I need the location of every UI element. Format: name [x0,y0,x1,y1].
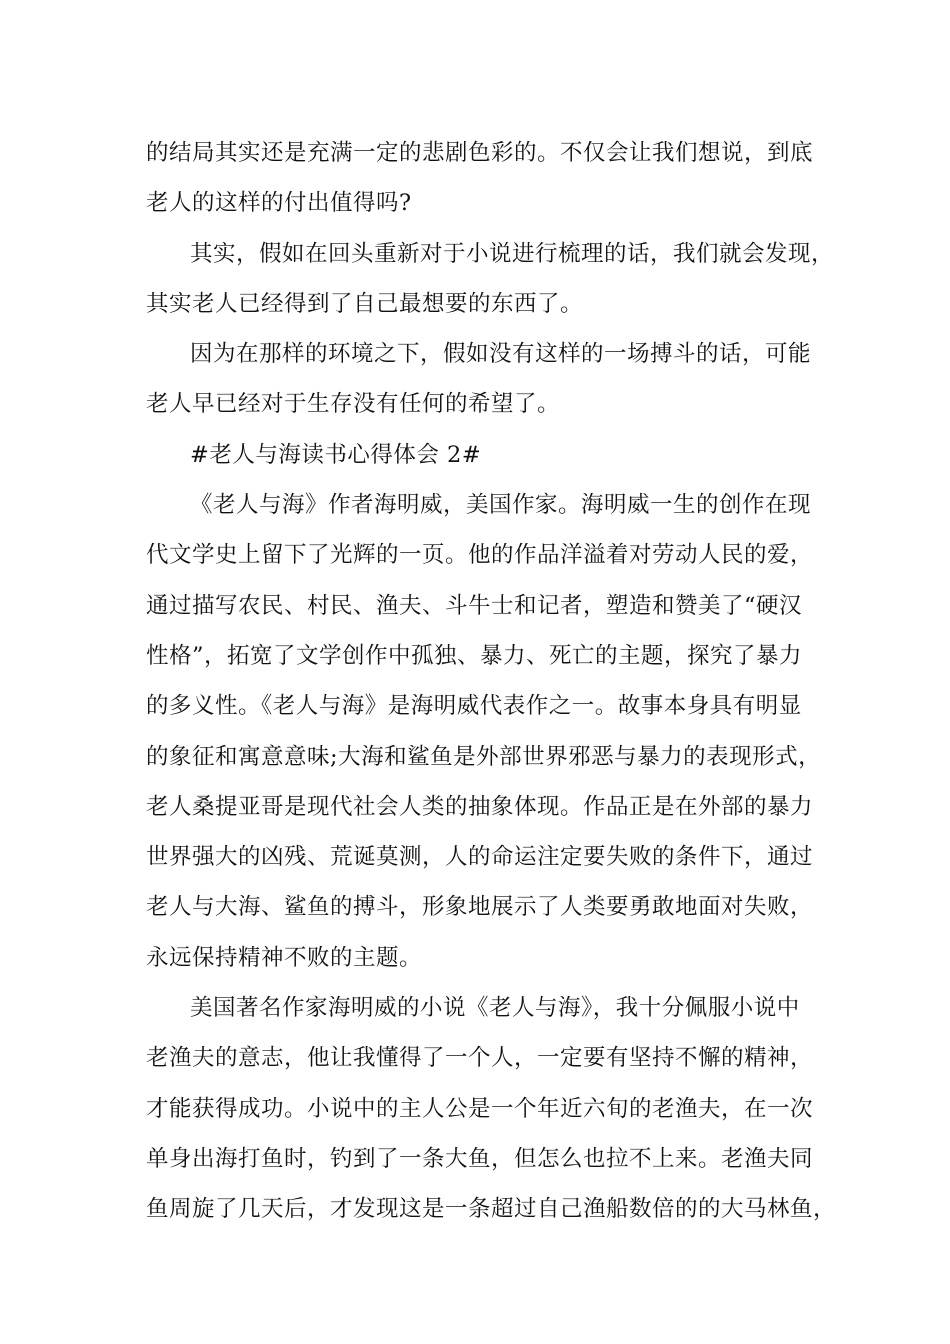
text-line: 鱼周旋了几天后，才发现这是一条超过自己渔船数倍的的大马林鱼， [146,1196,837,1223]
text-line: 其实老人已经得到了自己最想要的东西了。 [146,290,584,317]
text-line: 老人桑提亚哥是现代社会人类的抽象体现。作品正是在外部的暴力 [146,793,814,820]
text-line: 代文学史上留下了光辉的一页。他的作品洋溢着对劳动人民的爱， [146,542,814,569]
document-body [146,128,836,1235]
text-line: 老人与大海、鲨鱼的搏斗，形象地展示了人类要勇敢地面对失败， [146,894,814,921]
text-line: 才能获得成功。小说中的主人公是一个年近六旬的老渔夫，在一次 [146,1095,814,1122]
text-line: 世界强大的凶残、荒诞莫测，人的命运注定要失败的条件下，通过 [146,844,814,871]
text-line: 老渔夫的意志，他让我懂得了一个人，一定要有坚持不懈的精神， [146,1045,814,1072]
text-line: 美国著名作家海明威的小说《老人与海》，我十分佩服小说中 [190,995,800,1022]
text-line: 永远保持精神不败的主题。 [146,944,423,971]
text-line: 通过描写农民、村民、渔夫、斗牛士和记者，塑造和赞美了“硬汉 [146,592,803,619]
text-line: 《老人与海》作者海明威，美国作家。海明威一生的创作在现 [190,492,812,519]
text-line: 因为在那样的环境之下，假如没有这样的一场搏斗的话，可能 [190,341,812,368]
text-line: 性格”，拓宽了文学创作中孤独、暴力、死亡的主题，探究了暴力 [146,642,803,669]
text-line: 的象征和寓意意味;大海和鲨鱼是外部世界邪恶与暴力的表现形式， [146,743,822,770]
section-heading: #老人与海读书心得体会 2# [190,441,482,468]
text-line: 的结局其实还是充满一定的悲剧色彩的。不仅会让我们想说，到底 [146,140,814,166]
text-line: 老人的这样的付出值得吗? [146,190,412,217]
text-line: 老人早已经对于生存没有任何的希望了。 [146,391,561,418]
text-line: 单身出海打鱼时，钓到了一条大鱼，但怎么也拉不上来。老渔夫同 [146,1145,814,1172]
text-line: 的多义性。《老人与海》是海明威代表作之一。故事本身具有明显 [146,693,802,720]
text-line: 其实，假如在回头重新对于小说进行梳理的话，我们就会发现， [190,240,835,267]
